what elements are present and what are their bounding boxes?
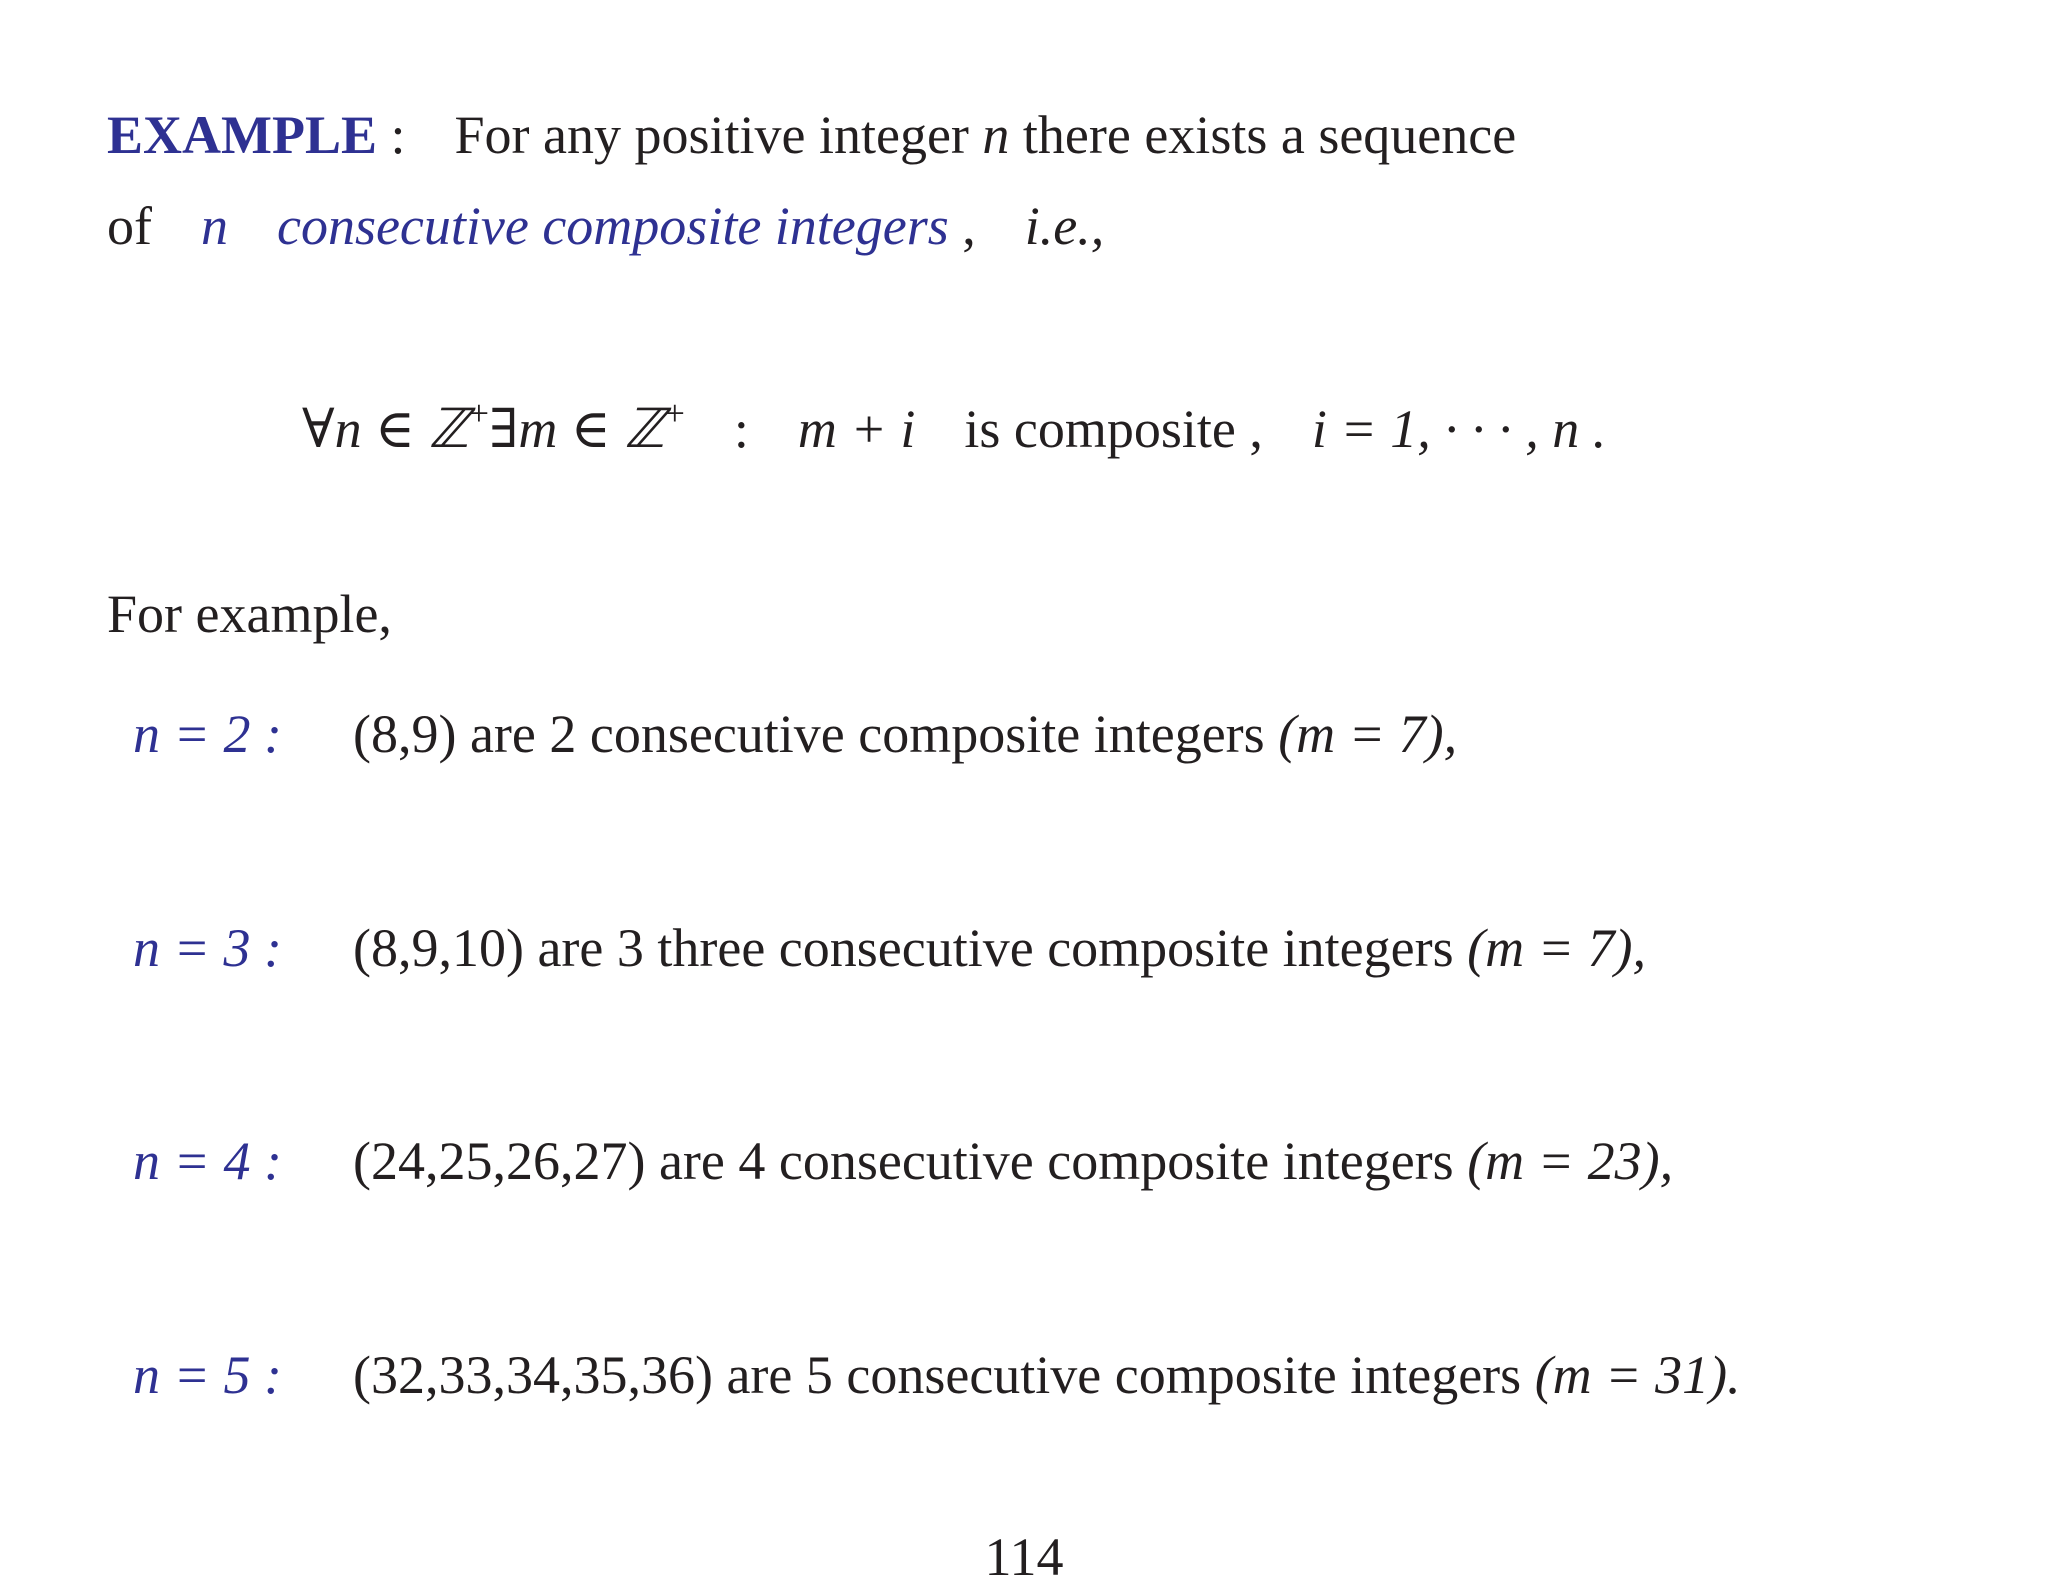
example-m-note: (m = 23), bbox=[1467, 1131, 1674, 1191]
example-lhs: n = 4 : bbox=[133, 1131, 282, 1191]
example-lhs: n = 5 : bbox=[133, 1345, 282, 1405]
formula bbox=[302, 393, 1607, 459]
formula-exists: ∃m ∈ ℤ bbox=[489, 399, 665, 459]
formula-range: i = 1, · · · , n . bbox=[1311, 399, 1607, 459]
intro-ie: i.e., bbox=[1024, 196, 1105, 256]
example-row bbox=[133, 704, 1458, 764]
intro-of: of bbox=[107, 196, 152, 256]
for-example-label: For example, bbox=[107, 584, 392, 644]
example-keyword: EXAMPLE bbox=[107, 105, 377, 165]
formula-forall: ∀n ∈ ℤ bbox=[302, 399, 469, 459]
intro-n: n bbox=[200, 196, 228, 256]
example-tuple: (32,33,34,35,36) bbox=[353, 1345, 713, 1405]
example-text: are 4 consecutive composite integers bbox=[658, 1131, 1454, 1191]
formula-plus-1: + bbox=[468, 393, 490, 433]
example-row bbox=[133, 1345, 1741, 1405]
example-lhs: n = 3 : bbox=[133, 918, 282, 978]
example-tuple: (24,25,26,27) bbox=[353, 1131, 646, 1191]
intro-var-n: n bbox=[982, 105, 1010, 165]
example-text: are 5 consecutive composite integers bbox=[726, 1345, 1522, 1405]
example-text: are 3 three consecutive composite integers bbox=[537, 918, 1454, 978]
example-m-note: (m = 7), bbox=[1467, 918, 1647, 978]
example-tuple: (8,9) bbox=[353, 704, 457, 764]
example-tuple: (8,9,10) bbox=[353, 918, 524, 978]
page-number: 114 bbox=[984, 1527, 1064, 1587]
intro-text: For any positive integer bbox=[454, 105, 969, 165]
intro-line-1 bbox=[107, 105, 1517, 165]
intro-term: consecutive composite integers bbox=[276, 196, 949, 256]
example-text: are 2 consecutive composite integers bbox=[469, 704, 1265, 764]
example-colon: : bbox=[390, 105, 406, 165]
example-row bbox=[133, 1131, 1674, 1191]
intro-comma: , bbox=[962, 196, 976, 256]
example-row bbox=[133, 918, 1647, 978]
formula-colon: : bbox=[733, 399, 749, 459]
formula-is-composite: is composite , bbox=[964, 399, 1263, 459]
intro-line-2 bbox=[107, 196, 1105, 256]
formula-expr: m + i bbox=[797, 399, 916, 459]
formula-plus-2: + bbox=[664, 393, 685, 433]
example-m-note: (m = 7), bbox=[1278, 704, 1458, 764]
example-m-note: (m = 31). bbox=[1534, 1345, 1741, 1405]
example-lhs: n = 2 : bbox=[133, 704, 282, 764]
intro-tail: there exists a sequence bbox=[1022, 105, 1517, 165]
